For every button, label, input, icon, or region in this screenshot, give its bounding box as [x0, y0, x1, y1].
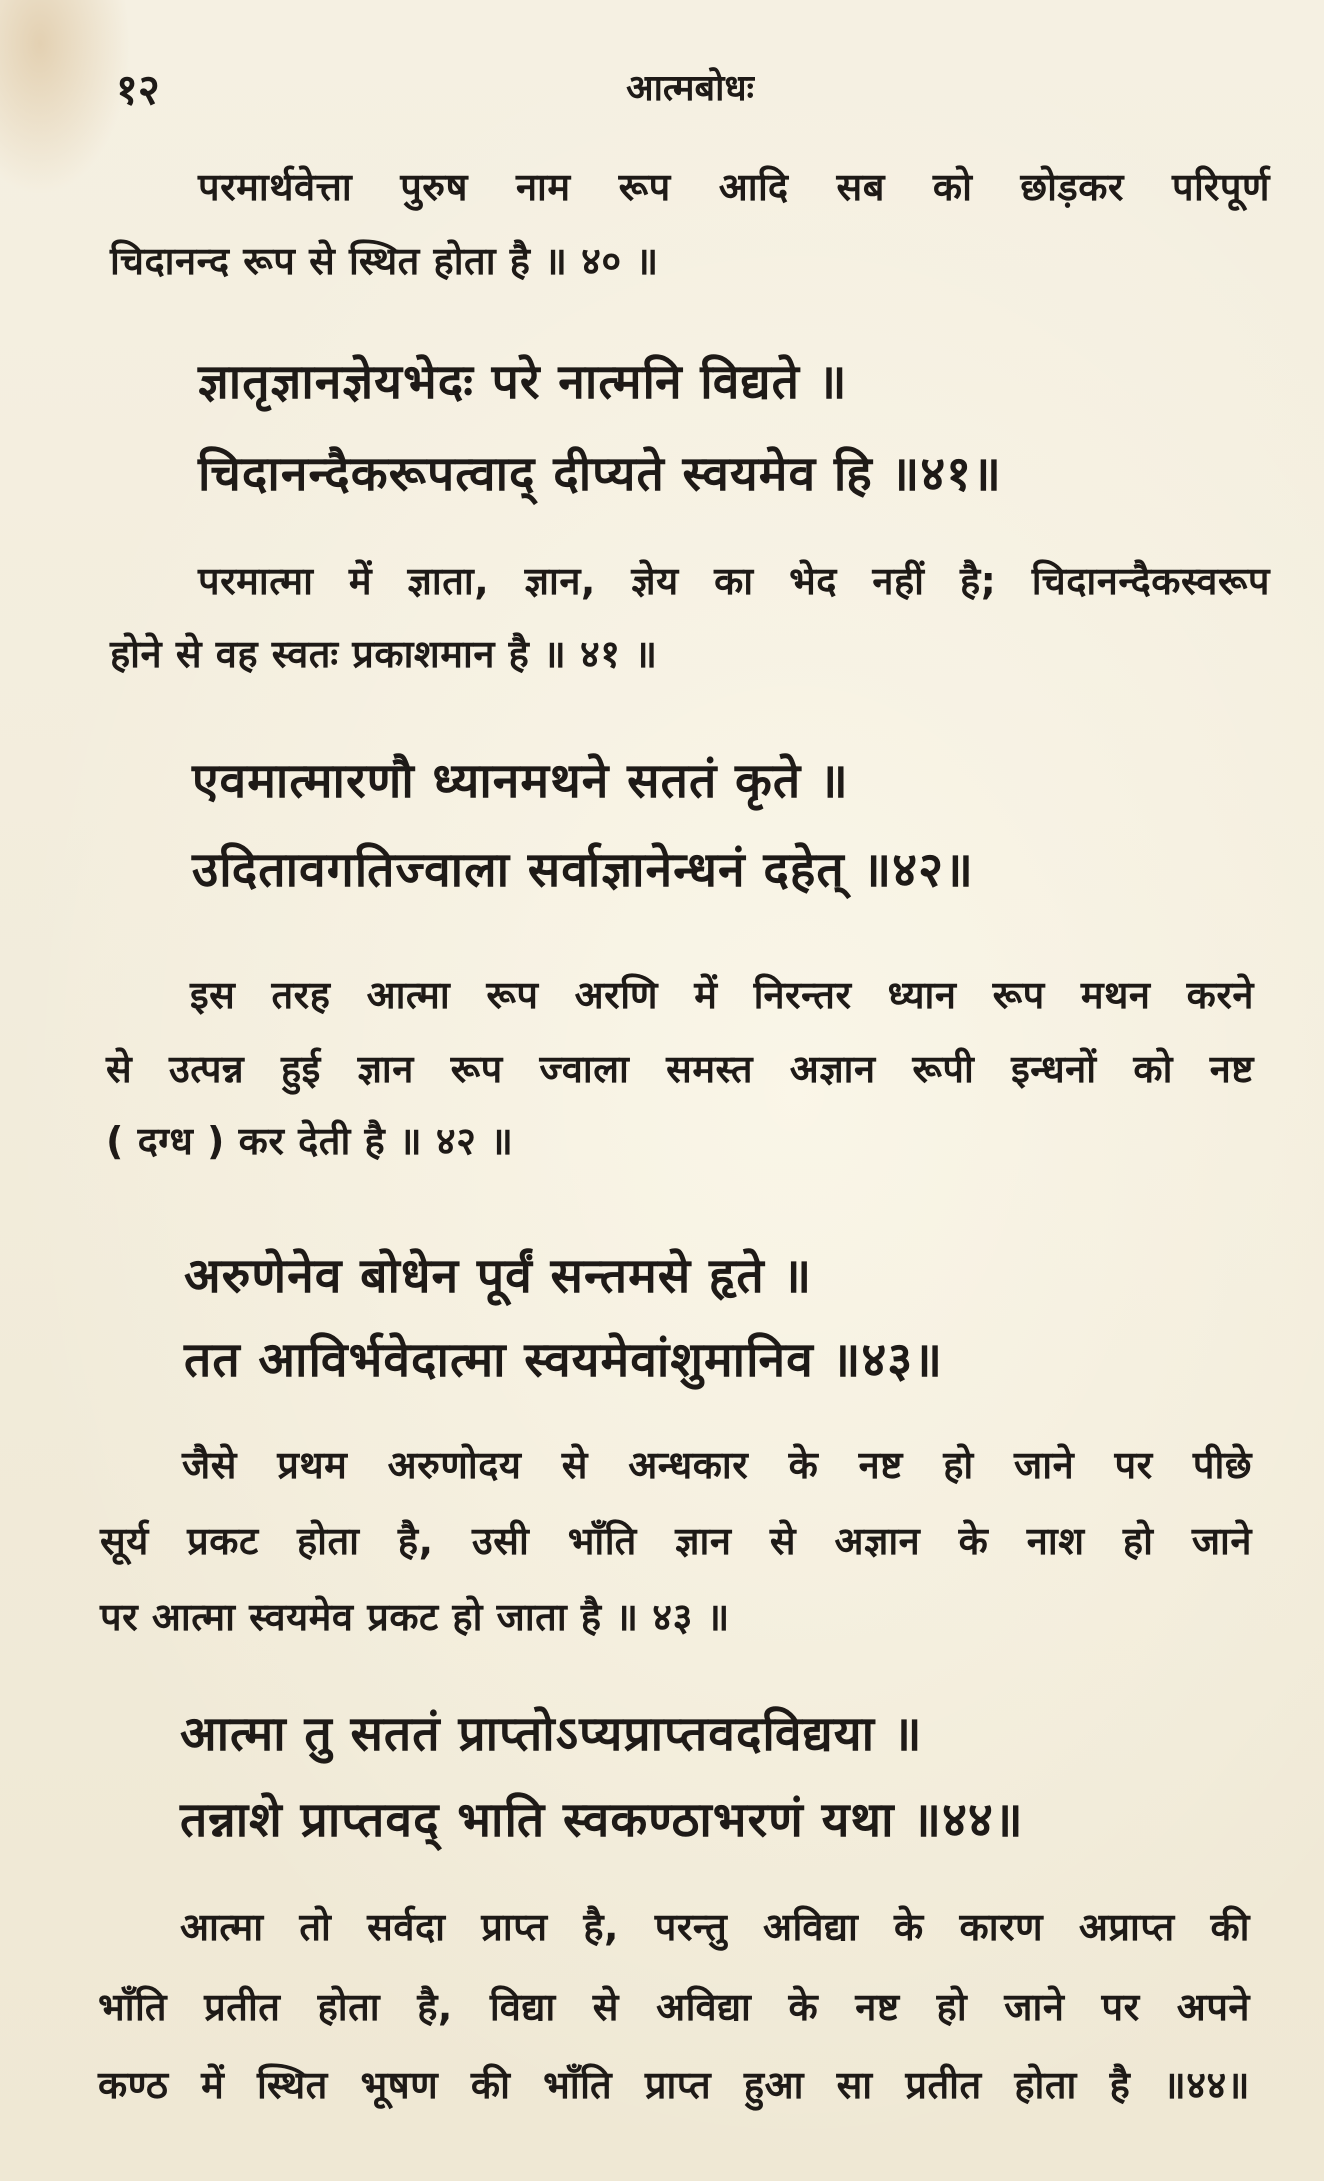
verse-44-line-2: तन्नाशे प्राप्तवद् भाति स्वकण्ठाभरणं यथा ॥४४॥ — [180, 1792, 1024, 1848]
verse-43-line-1: अरुणेनेव बोधेन पूर्वं सन्तमसे हृते ॥ — [184, 1248, 813, 1304]
translation-43-line-1: जैसे प्रथम अरुणोदय से अन्धकार के नष्ट हो जाने पर पीछे — [182, 1443, 1252, 1487]
translation-43-line-3: पर आत्मा स्वयमेव प्रकट हो जाता है ॥ ४३ ॥ — [100, 1595, 730, 1639]
page-number: १२ — [116, 65, 160, 114]
verse-44-line-1: आत्मा तु सततं प्राप्तोऽप्यप्राप्तवदविद्यया ॥ — [180, 1706, 923, 1762]
verse-43-line-2: तत आविर्भवेदात्मा स्वयमेवांशुमानिव ॥४३॥ — [184, 1332, 943, 1388]
translation-41-line-2: होने से वह स्वतः प्रकाशमान है ॥ ४१ ॥ — [110, 632, 658, 676]
translation-42-line-1: इस तरह आत्मा रूप अरणि में निरन्तर ध्यान रूप मथन करने — [190, 973, 1254, 1017]
translation-40-line-1: परमार्थवेत्ता पुरुष नाम रूप आदि सब को छोड़कर परिपूर्ण — [198, 165, 1270, 209]
translation-42-line-3: ( दग्ध ) कर देती है ॥ ४२ ॥ — [106, 1119, 514, 1163]
verse-41-line-2: चिदानन्दैकरूपत्वाद् दीप्यते स्वयमेव हि ॥४१॥ — [198, 446, 1002, 502]
translation-44-line-2: भाँति प्रतीत होता है, विद्या से अविद्या के नष्ट हो जाने पर अपने — [98, 1985, 1250, 2029]
translation-43-line-2: सूर्य प्रकट होता है, उसी भाँति ज्ञान से अज्ञान के नाश हो जाने — [100, 1519, 1252, 1563]
verse-42-line-1: एवमात्मारणौ ध्यानमथने सततं कृते ॥ — [192, 753, 849, 809]
translation-41-line-1: परमात्मा में ज्ञाता, ज्ञान, ज्ञेय का भेद नहीं है; चिदानन्दैकस्वरूप — [198, 559, 1270, 603]
verse-41-line-1: ज्ञातृज्ञानज्ञेयभेदः परे नात्मनि विद्यते ॥ — [198, 354, 848, 410]
translation-44-line-3: कण्ठ में स्थित भूषण की भाँति प्राप्त हुआ सा प्रतीत होता है ॥४४॥ — [98, 2063, 1250, 2107]
verse-42-line-2: उदितावगतिज्वाला सर्वाज्ञानेन्धनं दहेत् ॥४२॥ — [192, 842, 974, 898]
translation-42-line-2: से उत्पन्न हुई ज्ञान रूप ज्वाला समस्त अज्ञान रूपी इन्धनों को नष्ट — [106, 1047, 1254, 1091]
running-title: आत्मबोधः — [626, 68, 754, 109]
page-header — [110, 60, 1270, 120]
translation-44-line-1: आत्मा तो सर्वदा प्राप्त है, परन्तु अविद्या के कारण अप्राप्त की — [180, 1905, 1250, 1949]
translation-40-line-2: चिदानन्द रूप से स्थित होता है ॥ ४० ॥ — [110, 239, 659, 283]
